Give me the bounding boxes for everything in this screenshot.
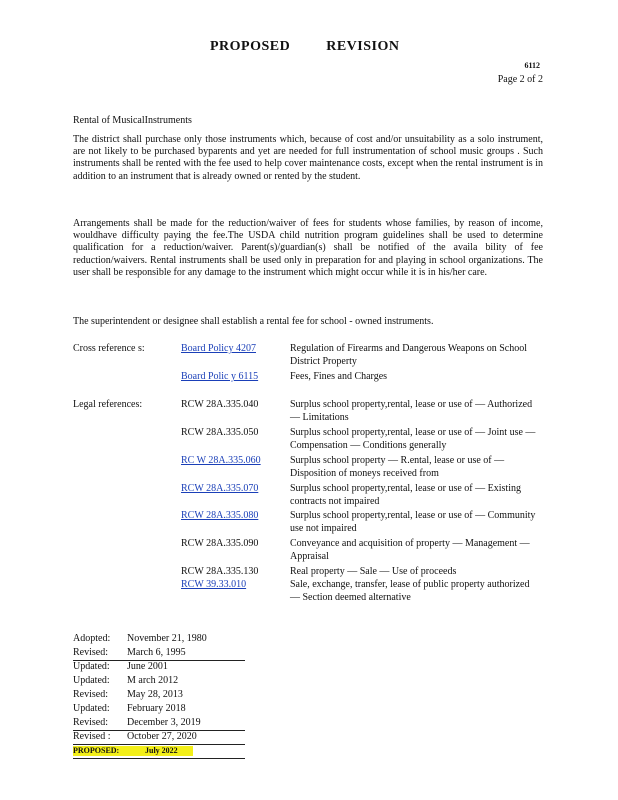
legal-reference-description: Surplus school property,rental, lease or use of — Existing contracts not impaired bbox=[290, 483, 521, 507]
history-label: Updated: bbox=[73, 703, 110, 714]
history-row bbox=[73, 647, 245, 661]
legal-reference-code: RCW 28A.335.040 bbox=[181, 399, 259, 410]
history-row bbox=[73, 633, 245, 646]
page-number: Page 2 of 2 bbox=[497, 74, 543, 85]
history-date: M arch 2012 bbox=[127, 675, 179, 686]
history-row-proposed bbox=[73, 745, 245, 759]
cross-reference-description: Fees, Fines and Charges bbox=[290, 371, 388, 382]
legal-reference-description: Sale, exchange, transfer, lease of public property authorized — Section deemed alternative bbox=[290, 579, 530, 603]
history-row bbox=[73, 661, 245, 674]
cross-reference-link[interactable]: Board Polic y 6115 bbox=[181, 371, 259, 382]
legal-reference-code: RCW 28A.335.050 bbox=[181, 427, 259, 438]
section-title: Rental of MusicalInstruments bbox=[73, 115, 192, 126]
history-label: Revised: bbox=[73, 689, 108, 700]
history-date: March 6, 1995 bbox=[127, 647, 186, 658]
document-title bbox=[210, 39, 399, 55]
history-row bbox=[73, 703, 245, 716]
legal-reference-description: Real property — Sale — Use of proceeds bbox=[290, 566, 457, 577]
history-row bbox=[73, 675, 245, 688]
legal-reference-description: Surplus school property,rental, lease or use of — Community use not impaired bbox=[290, 510, 536, 534]
legal-reference-link[interactable]: RCW 39.33.010 bbox=[181, 579, 247, 590]
history-label: Updated: bbox=[73, 675, 110, 686]
history-date: July 2022 bbox=[145, 746, 178, 755]
history-label: Updated: bbox=[73, 661, 110, 672]
history-label: Adopted: bbox=[73, 633, 111, 644]
title-word-revision: REVISION bbox=[326, 39, 400, 54]
legal-reference-description: Surplus school property,rental, lease or use of — Joint use — Compensation — Conditions generally bbox=[290, 427, 536, 451]
legal-reference-description: Surplus school property,rental, lease or use of — Authorized — Limitations bbox=[290, 399, 533, 423]
history-date: November 21, 1980 bbox=[127, 633, 207, 644]
history-date: June 2001 bbox=[127, 661, 168, 672]
legal-reference-link[interactable]: RCW 28A.335.070 bbox=[181, 483, 259, 494]
legal-reference-link[interactable]: RCW 28A.335.080 bbox=[181, 510, 259, 521]
cross-reference-link[interactable]: Board Policy 4207 bbox=[181, 343, 256, 354]
paragraph-arrangements: Arrangements shall be made for the reduction/waiver of fees for students whose families, by reason of income, wouldhave difficulty paying the fee.The USDA child nutrition program guidelines shall be used to determine qualification for a reduction/waiver. Parent(s)/guardian(s) shall be notified of the availa bility of fee reduction/waivers. Rental instruments shall be used only in preparation for and playing in school organizations. The user shall be responsible for any damage to the instrument which might occur while it is in his/her care. bbox=[73, 218, 543, 278]
history-row bbox=[73, 731, 245, 745]
legal-reference-description: Conveyance and acquisition of property — Management — Appraisal bbox=[290, 538, 530, 562]
history-date: May 28, 2013 bbox=[127, 689, 183, 700]
history-label: PROPOSED: bbox=[73, 746, 120, 755]
legal-reference-code: RCW 28A.335.130 bbox=[181, 566, 259, 577]
cross-reference-description: Regulation of Firearms and Dangerous Weapons on School District Property bbox=[290, 343, 528, 367]
paragraph-rental-fee: The superintendent or designee shall establish a rental fee for school - owned instruments. bbox=[73, 316, 434, 327]
history-date: December 3, 2019 bbox=[127, 717, 201, 728]
cross-reference-label: Cross reference s: bbox=[73, 343, 145, 354]
policy-number: 6112 bbox=[524, 61, 540, 70]
paragraph-purchase: The district shall purchase only those instruments which, because of cost and/or unsuitability as a solo instrument, are not likely to be purchased byparents and yet are needed for full instrumentation of school music groups . Such instruments shall be rented with the fee used to help cover maintenance costs, except when the rental instrument is in addition to an instrument that is already owned or rented by the student. bbox=[73, 134, 543, 182]
history-label: Revised: bbox=[73, 647, 108, 658]
history-date: October 27, 2020 bbox=[127, 731, 197, 742]
legal-reference-link[interactable]: RC W 28A.335.060 bbox=[181, 455, 261, 466]
legal-reference-description: Surplus school property — R.ental, lease or use of — Disposition of moneys received from bbox=[290, 455, 505, 479]
history-date: February 2018 bbox=[127, 703, 186, 714]
title-word-proposed: PROPOSED bbox=[210, 39, 291, 54]
history-row bbox=[73, 689, 245, 702]
history-label: Revised : bbox=[73, 731, 111, 742]
legal-reference-code: RCW 28A.335.090 bbox=[181, 538, 259, 549]
legal-references-label: Legal references: bbox=[73, 399, 143, 410]
history-label: Revised: bbox=[73, 717, 108, 728]
history-row bbox=[73, 717, 245, 731]
